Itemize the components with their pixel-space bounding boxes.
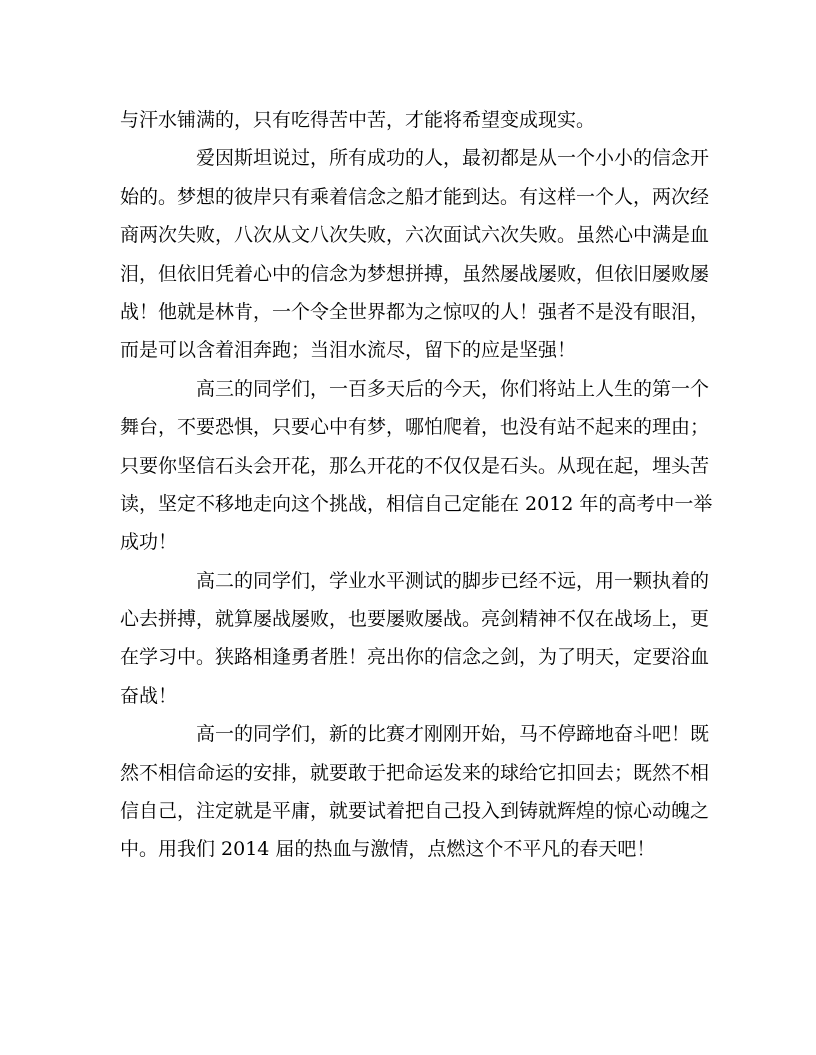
text-line: 只要你坚信石头会开花，那么开花的不仅仅是石头。从现在起，埋头苦: [120, 454, 710, 477]
text-line: 爱因斯坦说过，所有成功的人，最初都是从一个小小的信念开: [196, 147, 710, 170]
text-line: 成功！: [120, 531, 178, 554]
text-line: 然不相信命运的安排，就要敢于把命运发来的球给它扣回去；既然不相: [120, 761, 710, 784]
text-line: 而是可以含着泪奔跑；当泪水流尽，留下的应是坚强！: [120, 339, 577, 362]
document-body: [120, 101, 713, 869]
text-line: 信自己，注定就是平庸，就要试着把自己投入到铸就辉煌的惊心动魄之: [120, 800, 710, 823]
text-line: 泪，但依旧凭着心中的信念为梦想拼搏，虽然屡战屡败，但依旧屡败屡: [120, 262, 710, 285]
text-line: 心去拼搏，就算屡战屡败，也要屡败屡战。亮剑精神不仅在战场上，更: [120, 608, 710, 631]
paragraph-senior-three: [120, 370, 713, 562]
text-line: 商两次失败，八次从文八次失败，六次面试六次失败。虽然心中满是血: [120, 224, 710, 247]
text-line: 在学习中。狭路相逢勇者胜！亮出你的信念之剑，为了明天，定要浴血: [120, 646, 710, 669]
paragraph-senior-one: [120, 715, 710, 869]
text-line: 与汗水铺满的，只有吃得苦中苦，才能将希望变成现实。: [120, 109, 596, 131]
text-line: 战！他就是林肯，一个令全世界都为之惊叹的人！强者不是没有眼泪，: [120, 300, 710, 323]
text-line: 读，坚定不移地走向这个挑战，相信自己定能在 2012 年的高考中一举: [120, 492, 713, 515]
text-line: 奋战！: [120, 684, 178, 707]
paragraph-einstein: [120, 139, 710, 369]
text-line: 高二的同学们，学业水平测试的脚步已经不远，用一颗执着的: [196, 569, 710, 592]
text-line: 高三的同学们，一百多天后的今天，你们将站上人生的第一个: [196, 377, 710, 400]
text-line: 舞台，不要恐惧，只要心中有梦，哪怕爬着，也没有站不起来的理由；: [120, 416, 710, 439]
paragraph-senior-two: [120, 562, 710, 716]
text-line: 高一的同学们，新的比赛才刚刚开始，马不停蹄地奋斗吧！既: [196, 723, 710, 746]
paragraph-continued: [120, 101, 698, 139]
text-line: 始的。梦想的彼岸只有乘着信念之船才能到达。有这样一个人，两次经: [120, 185, 710, 208]
text-line: 中。用我们 2014 届的热血与激情，点燃这个不平凡的春天吧！: [120, 838, 656, 861]
